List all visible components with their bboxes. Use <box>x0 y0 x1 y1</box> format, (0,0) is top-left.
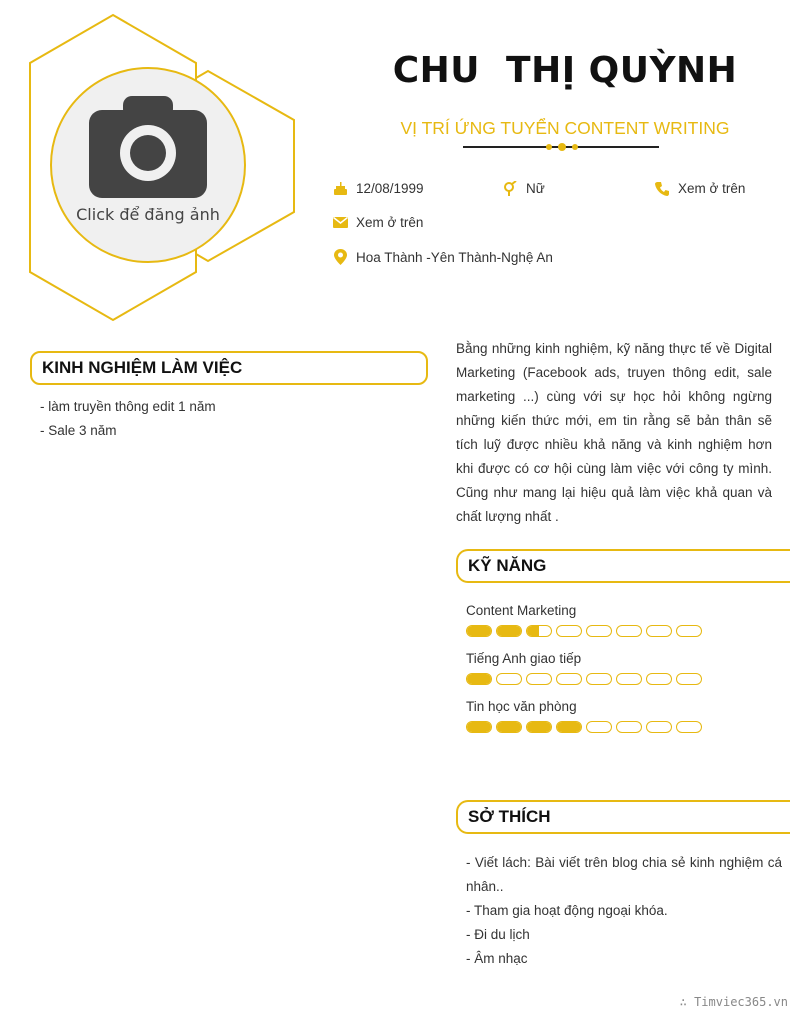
skill-level-bar <box>466 673 766 685</box>
title-divider <box>463 146 659 148</box>
birthday-row <box>333 181 424 196</box>
skill-level-segment <box>646 721 672 733</box>
skill-level-segment <box>676 625 702 637</box>
upload-photo-label[interactable]: Click để đăng ảnh <box>76 205 220 224</box>
experience-list <box>40 395 420 443</box>
address-row <box>333 249 553 265</box>
skills-list <box>466 603 766 747</box>
hobbies-heading: SỞ THÍCH <box>456 800 790 834</box>
career-objective: Bằng những kinh nghiệm, kỹ năng thực tế về Digital Marketing (Facebook ads, truyen thông edit, sale marketing ...) cùng với sự học hỏi không ngừng những kiến thức mới, em tin rằng sẽ bản thân sẽ tích luỹ được nhiều khả năng và kinh nghiệm hơn khi được có cơ hội cùng làm việc với công ty mình. Cũng như mang lại hiệu quả làm việc khả quan và chất lượng nhất . <box>456 341 772 524</box>
skill-level-segment <box>496 721 522 733</box>
skill-level-segment <box>586 673 612 685</box>
skill-level-segment <box>556 721 582 733</box>
skill-level-segment <box>616 721 642 733</box>
skill-level-segment <box>676 721 702 733</box>
phone-text: Xem ở trên <box>678 181 746 196</box>
hobby-item: - Âm nhạc <box>466 951 528 966</box>
candidate-name: CHU THỊ QUỲNH <box>392 50 738 91</box>
hobbies-list <box>466 851 782 971</box>
hobby-item: - Đi du lịch <box>466 927 530 942</box>
skill-name: Tiếng Anh giao tiếp <box>466 651 582 666</box>
skill-level-segment <box>466 721 492 733</box>
skill-level-segment <box>496 673 522 685</box>
skill-level-segment <box>526 673 552 685</box>
skill-level-segment <box>676 673 702 685</box>
skill-level-segment <box>526 625 552 637</box>
email-row <box>333 215 423 230</box>
email-text: Xem ở trên <box>356 215 424 230</box>
phone-icon <box>655 181 670 196</box>
experience-item: - Sale 3 năm <box>40 423 117 438</box>
hobby-item: - Tham gia hoạt động ngoại khóa. <box>466 903 668 918</box>
skill-level-segment <box>556 673 582 685</box>
position-title: VỊ TRÍ ỨNG TUYỂN CONTENT WRITING <box>400 118 730 138</box>
skill-level-segment <box>496 625 522 637</box>
skill-level-segment <box>646 625 672 637</box>
skill-name: Tin học văn phòng <box>466 699 577 714</box>
skill-level-segment <box>616 625 642 637</box>
skills-heading: KỸ NĂNG <box>456 549 790 583</box>
skill-level-segment <box>526 721 552 733</box>
phone-row <box>655 181 745 196</box>
skill-level-segment <box>466 673 492 685</box>
gender-row <box>503 181 545 196</box>
skill-item <box>466 603 766 637</box>
hobby-item: - Viết lách: Bài viết trên blog chia sẻ kinh nghiệm cá nhân.. <box>466 855 782 894</box>
gender-text: Nữ <box>526 181 545 196</box>
gender-icon <box>503 181 518 196</box>
camera-icon <box>89 96 207 198</box>
skill-level-segment <box>646 673 672 685</box>
watermark: ∴ Timviec365.vn <box>679 995 788 1009</box>
address-text: Hoa Thành -Yên Thành-Nghệ An <box>356 249 553 265</box>
skill-level-segment <box>616 673 642 685</box>
skill-level-bar <box>466 721 766 733</box>
birthday-cake-icon <box>333 181 348 196</box>
experience-item: - làm truyền thông edit 1 năm <box>40 399 216 414</box>
skill-level-segment <box>556 625 582 637</box>
skill-name: Content Marketing <box>466 603 577 618</box>
skill-level-segment <box>586 721 612 733</box>
skill-level-segment <box>466 625 492 637</box>
email-icon <box>333 216 348 229</box>
location-pin-icon <box>333 249 348 265</box>
skill-item <box>466 699 766 733</box>
skill-item <box>466 651 766 685</box>
experience-heading: KINH NGHIỆM LÀM VIỆC <box>30 351 428 385</box>
birthday-text: 12/08/1999 <box>356 181 424 196</box>
skill-level-bar <box>466 625 766 637</box>
skill-level-segment <box>586 625 612 637</box>
